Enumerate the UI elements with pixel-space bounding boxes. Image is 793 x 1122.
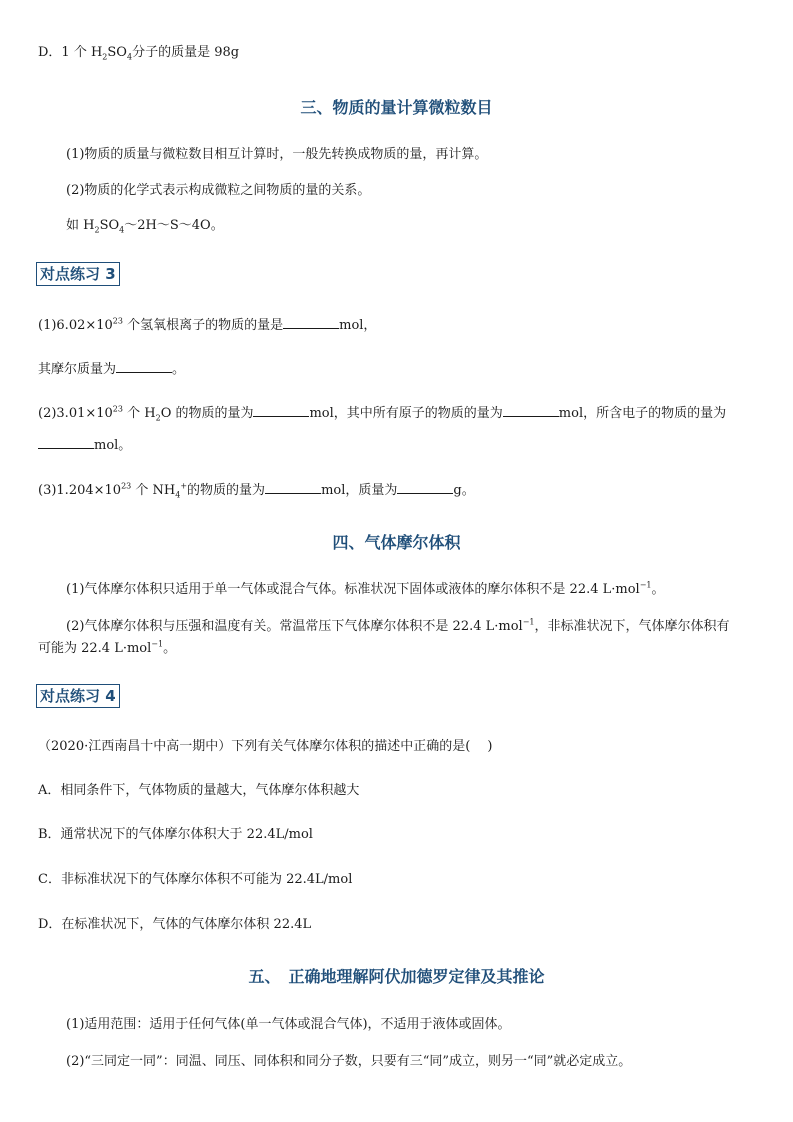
text: (1)6.02×10 [38,318,113,333]
text: mol。 [94,438,132,453]
text: mol， [339,318,377,333]
option-d-line [38,44,239,62]
question-line [38,404,726,423]
subscript: 4 [126,52,133,62]
superscript: 23 [112,404,123,414]
paragraph [66,618,730,636]
text: ，非标准状况下，气体摩尔体积有 [534,619,730,634]
option-d[interactable]: D．在标准状况下，气体的气体摩尔体积 22.4L [38,917,312,932]
text: mol，所含电子的物质的量为 [558,406,727,421]
text: 其摩尔质量为 [38,362,117,377]
answer-blank[interactable] [265,481,321,494]
text: (1)气体摩尔体积只适用于单一气体或混合气体。标准状况下固体或液体的摩尔体积不是 22.4 L·mol [66,582,640,597]
text: mol，质量为 [321,483,398,498]
section-heading: 三、物质的量计算微粒数目 [300,98,493,117]
text: 个 H [122,406,156,421]
superscript: 23 [121,481,132,491]
answer-blank[interactable] [38,436,94,449]
text: (2)3.01×10 [38,406,113,421]
paragraph: (2)“三同定一同”：同温、同压、同体积和同分子数，只要有三“同”成立，则另一“同”就必定成立。 [66,1054,632,1069]
question-line [38,436,131,455]
text: 。 [163,641,177,656]
paragraph [38,640,176,658]
answer-blank[interactable] [503,404,559,417]
text: 如 H [66,218,95,233]
paragraph: (2)物质的化学式表示构成微粒之间物质的量的关系。 [66,183,371,198]
subscript: 2 [94,225,100,235]
subscript: 2 [155,413,161,423]
exercise-label: 对点练习 3 [36,262,120,286]
subscript: 4 [175,490,181,500]
text: ～2H～S～4O。 [124,218,224,233]
option-a[interactable]: A．相同条件下，气体物质的量越大，气体摩尔体积越大 [38,783,360,798]
text: g。 [453,483,475,498]
text: mol，其中所有原子的物质的量为 [309,406,503,421]
paragraph [66,217,224,235]
superscript: + [180,481,188,491]
answer-blank[interactable] [397,481,453,494]
subscript: 4 [119,225,125,235]
text: (3)1.204×10 [38,483,122,498]
subscript: 2 [102,52,108,62]
paragraph: (1)物质的质量与微粒数目相互计算时，一般先转换成物质的量，再计算。 [66,147,488,162]
paragraph [66,581,665,599]
question-line [38,360,185,379]
text: 。 [651,582,665,597]
text: 的物质的量为 [187,483,266,498]
exercise-label: 对点练习 4 [36,684,120,708]
text: (2)气体摩尔体积与压强和温度有关。常温常压下气体摩尔体积不是 22.4 L·mol [66,619,523,634]
answer-blank[interactable] [283,316,339,329]
option-text: D．1 个 H [38,45,103,60]
text: 。 [172,362,186,377]
question-stem: （2020·江西南昌十中高一期中）下列有关气体摩尔体积的描述中正确的是( ) [38,739,493,754]
section-heading: 五、 正确地理解阿伏加德罗定律及其推论 [248,967,545,986]
option-text: SO [107,45,127,60]
text: 个 NH [131,483,176,498]
superscript: 23 [112,316,123,326]
superscript: −1 [522,617,535,627]
superscript: −1 [151,639,164,649]
superscript: −1 [639,580,652,590]
question-line [38,316,376,335]
paragraph: (1)适用范围：适用于任何气体(单一气体或混合气体)，不适用于液体或固体。 [66,1017,511,1032]
option-b[interactable]: B．通常状况下的气体摩尔体积大于 22.4L/mol [38,827,313,842]
question-line [38,481,475,500]
option-c[interactable]: C．非标准状况下的气体摩尔体积不可能为 22.4L/mol [38,872,353,887]
text: O 的物质的量为 [160,406,254,421]
text: SO [99,218,120,233]
text: 个氢氧根离子的物质的量是 [122,318,284,333]
answer-blank[interactable] [253,404,309,417]
option-text: 分子的质量是 98g [132,45,240,60]
text: 可能为 22.4 L·mol [38,641,152,656]
section-heading: 四、气体摩尔体积 [332,533,461,552]
answer-blank[interactable] [116,360,172,373]
